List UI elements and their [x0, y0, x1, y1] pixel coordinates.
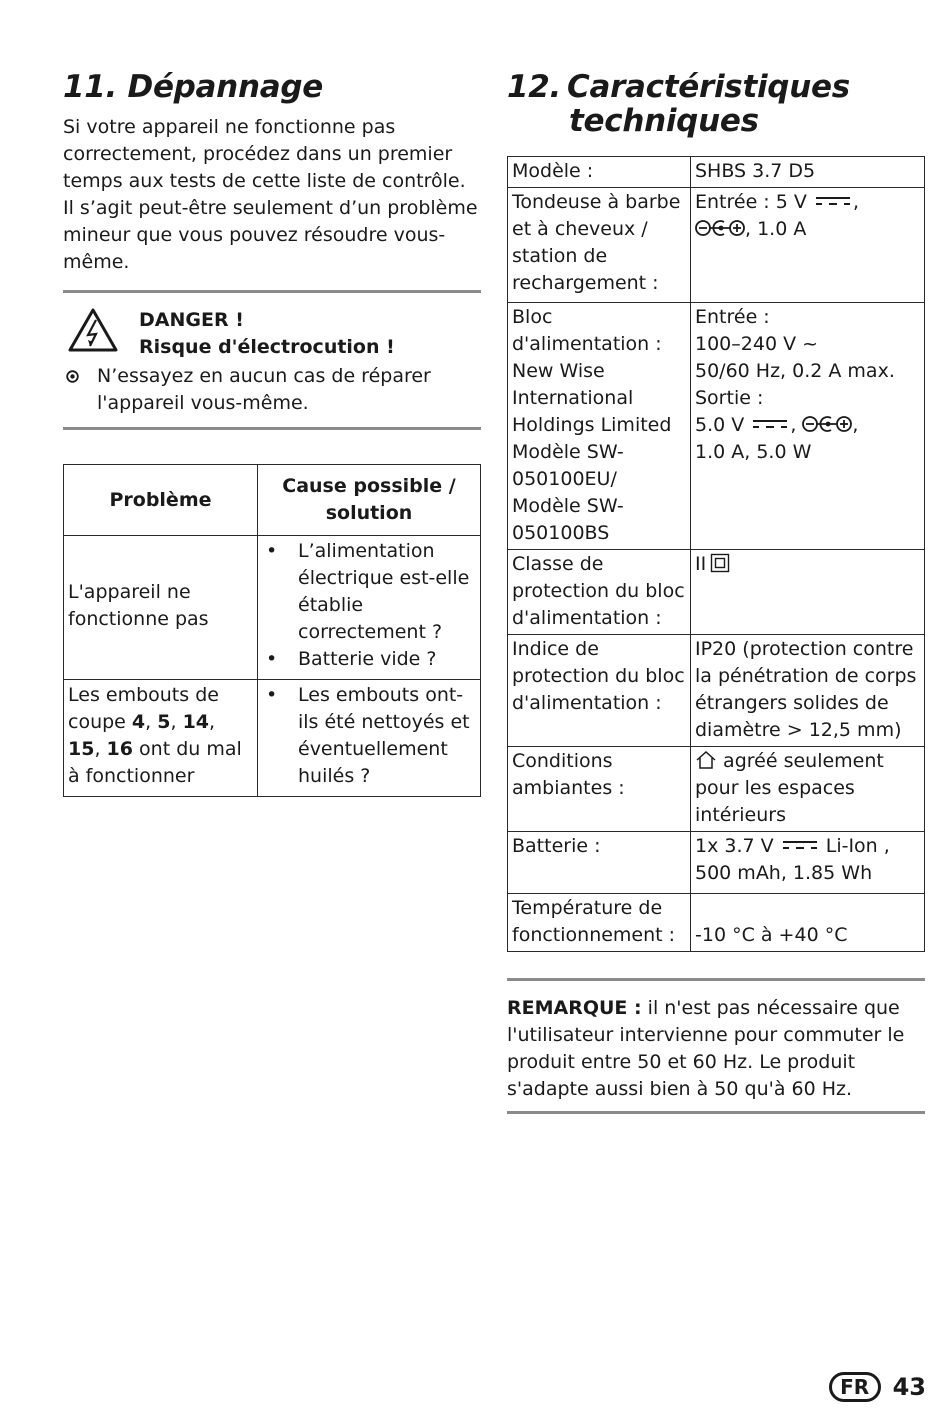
table-row	[508, 188, 925, 303]
cause-item: • Batterie vide ?	[262, 646, 476, 673]
spec-label: Indice de protection du bloc d'alimentation :	[508, 635, 691, 747]
table-row	[508, 832, 925, 894]
spec-value: IP20 (protection contre la pénétration de corps étrangers solides de diamètre > 12,5 mm)	[691, 635, 925, 747]
cause-item: • Les embouts ont-ils été nettoyés et éventuellement huilés ?	[262, 682, 476, 790]
part-number: 15	[68, 738, 95, 760]
column-header-cause: Cause possible / solution	[258, 465, 481, 536]
troubleshooting-table	[63, 464, 481, 797]
electric-hazard-icon	[67, 307, 119, 353]
danger-warning-box	[63, 293, 481, 427]
section-heading-specs: 12. Caractéristiques techniques	[507, 69, 850, 139]
target-bullet-icon	[66, 370, 79, 383]
cause-cell	[258, 536, 481, 680]
technical-specs-section	[507, 70, 925, 1114]
spec-value: Entrée : 100–240 V ~ 50/60 Hz, 0.2 A max. Sortie : 5.0 V , , 1.0 A, 5.0 W	[691, 303, 925, 550]
table-header-row	[64, 465, 481, 536]
spec-value: 1x 3.7 V Li-Ion , 500 mAh, 1.85 Wh	[691, 832, 925, 894]
divider	[63, 427, 481, 430]
spec-label: Bloc d'alimentation : New Wise International Holdings Limited Modèle SW-050100EU/ Modèle SW-050100BS	[508, 303, 691, 550]
page-footer	[829, 1372, 926, 1402]
dc-current-icon	[780, 838, 820, 852]
polarity-icon	[802, 413, 852, 435]
spec-label: Conditions ambiantes :	[508, 747, 691, 832]
danger-title: DANGER !	[139, 309, 244, 331]
spec-label: Classe de protection du bloc d'alimentation :	[508, 550, 691, 635]
part-number: 4	[131, 711, 146, 733]
danger-instruction: N’essayez en aucun cas de réparer l'appareil vous-même.	[63, 363, 481, 417]
spec-label: Modèle :	[508, 157, 691, 188]
protection-class-ii-icon	[710, 553, 730, 573]
problem-cell: L'appareil ne fonctionne pas	[64, 536, 258, 680]
remark-label: REMARQUE :	[507, 997, 642, 1019]
danger-subtitle: Risque d'électrocution !	[139, 336, 395, 358]
problem-cell: Les embouts de coupe 4, 5, 14, 15, 16 ont du mal à fonctionner	[64, 680, 258, 797]
cause-item: • L’alimentation électrique est-elle établie correctement ?	[262, 538, 476, 646]
table-row	[64, 536, 481, 680]
spec-label: Température de fonctionnement :	[508, 894, 691, 952]
section-heading-troubleshooting: 11. Dépannage	[63, 69, 323, 105]
divider	[507, 1111, 925, 1114]
table-row	[508, 157, 925, 188]
spec-label: Tondeuse à barbe et à cheveux / station de rechargement :	[508, 188, 691, 303]
table-row	[508, 635, 925, 747]
dc-current-icon	[750, 417, 790, 431]
cause-cell	[258, 680, 481, 797]
table-row	[64, 680, 481, 797]
page-number: 43	[892, 1373, 926, 1401]
language-badge: FR	[829, 1372, 881, 1402]
specs-table	[507, 156, 925, 952]
dc-current-icon	[813, 194, 853, 208]
spec-value: agréé seulement pour les espaces intérieurs	[691, 747, 925, 832]
table-row	[508, 747, 925, 832]
part-number: 16	[106, 738, 133, 760]
table-row	[508, 303, 925, 550]
table-row	[508, 894, 925, 952]
spec-value: II	[691, 550, 925, 635]
remark-note: REMARQUE : il n'est pas nécessaire que l'utilisateur intervienne pour commuter le produit entre 50 et 60 Hz. Le produit s'adapte aussi bien à 50 qu'à 60 Hz.	[507, 997, 905, 1100]
spec-value: SHBS 3.7 D5	[691, 157, 925, 188]
polarity-icon	[695, 217, 745, 239]
part-number: 5	[157, 711, 171, 733]
part-number: 14	[182, 711, 210, 733]
spec-value: Entrée : 5 V , , 1.0 A	[691, 188, 925, 303]
troubleshooting-intro: Si votre appareil ne fonctionne pas correctement, procédez dans un premier temps aux tests de cette liste de contrôle. Il s’agit peut-être seulement d’un problème mineur que vous pouvez résoudre vous-même.	[63, 116, 478, 273]
spec-value: -10 °C à +40 °C	[691, 894, 925, 952]
troubleshooting-section	[63, 70, 481, 797]
table-row	[508, 550, 925, 635]
indoor-use-house-icon	[695, 750, 717, 770]
spec-label: Batterie :	[508, 832, 691, 894]
column-header-problem: Problème	[64, 465, 258, 536]
